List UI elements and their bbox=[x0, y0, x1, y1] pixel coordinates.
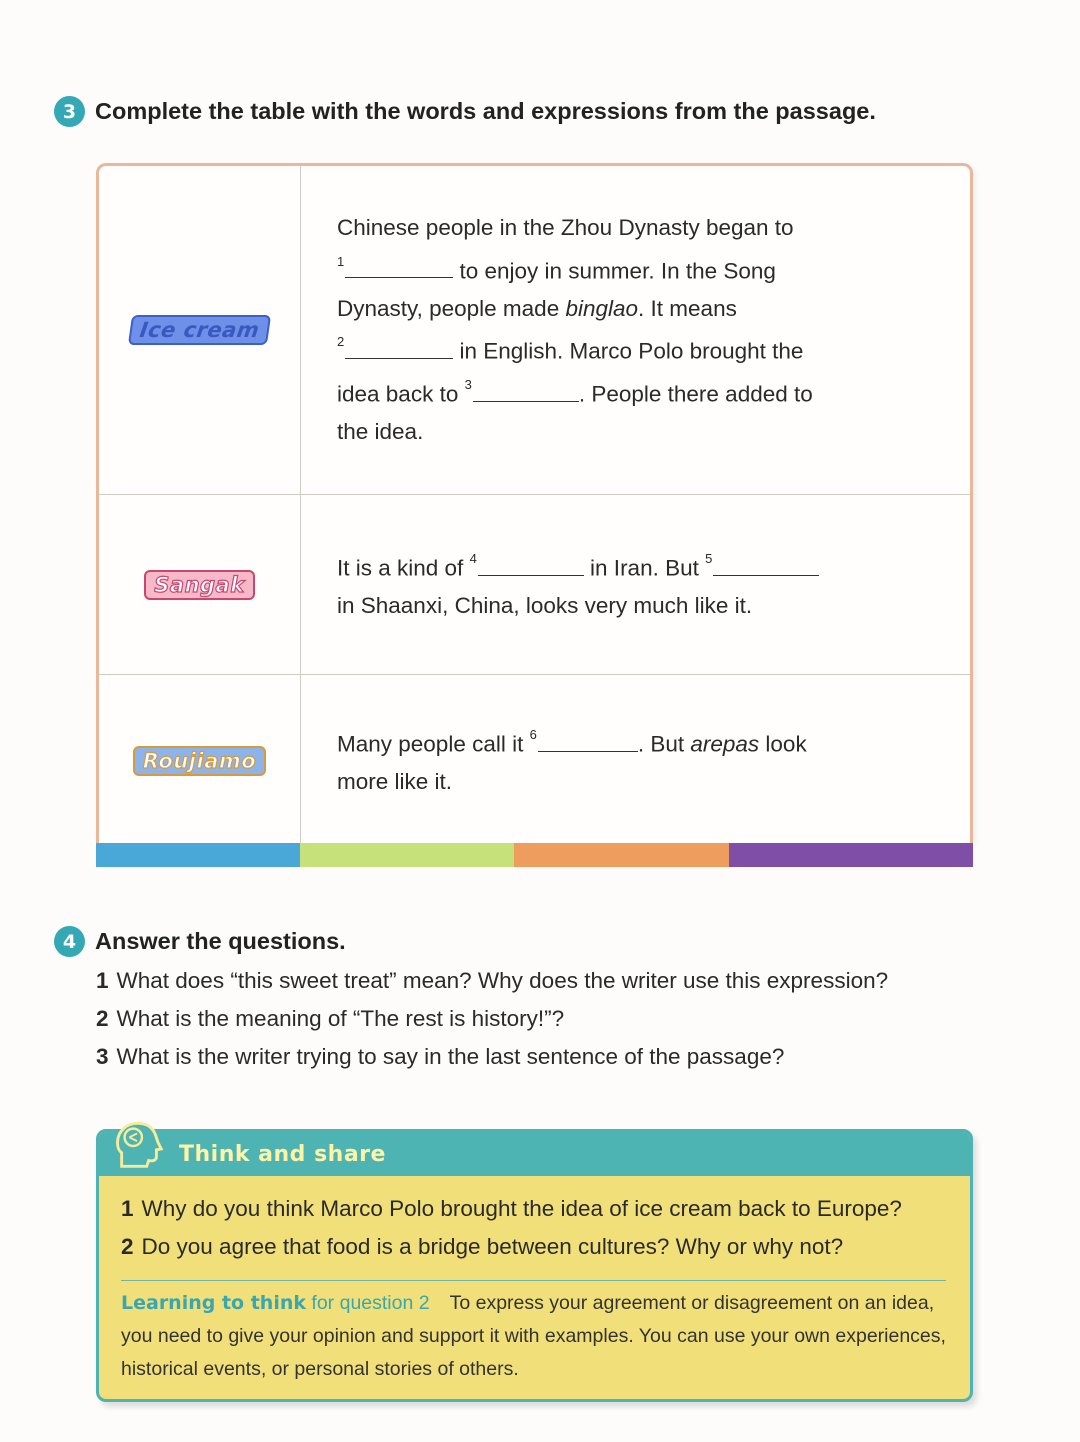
question-number: 2 bbox=[96, 1006, 109, 1031]
table-row bbox=[99, 166, 970, 495]
blank-1[interactable] bbox=[345, 254, 453, 278]
description-text bbox=[337, 720, 850, 801]
question-text: What does “this sweet treat” mean? Why does the writer use this expression? bbox=[116, 968, 889, 993]
list-item bbox=[96, 1000, 888, 1038]
list-item bbox=[121, 1228, 970, 1266]
list-item bbox=[96, 962, 888, 1000]
exercise-instruction: Answer the questions. bbox=[95, 928, 346, 954]
question-number: 1 bbox=[121, 1196, 134, 1221]
exercise-number-badge: 4 bbox=[54, 926, 85, 957]
text-segment: . It means bbox=[638, 295, 737, 321]
note-label: Learning to think bbox=[121, 1292, 306, 1314]
description-text bbox=[337, 544, 819, 625]
text-segment: . People there added to the idea. bbox=[337, 381, 813, 445]
text-segment: . But bbox=[637, 731, 691, 757]
food-label-cell bbox=[99, 675, 301, 846]
question-number: 1 bbox=[96, 968, 109, 993]
exercise-instruction: Complete the table with the words and expressions from the passage. bbox=[95, 98, 876, 124]
exercise-3-heading bbox=[54, 96, 876, 127]
think-question-list bbox=[99, 1176, 970, 1266]
food-label-cell bbox=[99, 166, 301, 494]
blank-3[interactable] bbox=[473, 378, 579, 402]
color-segment bbox=[300, 843, 514, 867]
table-row bbox=[99, 675, 970, 846]
note-text: To express your agreement or disagreement on an idea, you need to give your opinion and support it with examples. You can use your own experiences, historical events, or personal stories of others. bbox=[121, 1292, 946, 1380]
list-item bbox=[121, 1190, 970, 1228]
italic-term: binglao bbox=[565, 295, 639, 321]
food-label-ice-cream: Ice cream bbox=[128, 315, 272, 345]
text-segment: It is a kind of bbox=[337, 555, 470, 581]
section-title: Think and share bbox=[179, 1141, 386, 1167]
blank-4[interactable] bbox=[478, 552, 584, 576]
description-cell bbox=[301, 495, 970, 674]
completion-table bbox=[96, 163, 973, 843]
blank-number: 1 bbox=[337, 253, 345, 269]
table-row bbox=[99, 495, 970, 675]
text-segment: Chinese people in the Zhou Dynasty began to bbox=[337, 214, 794, 240]
thinking-head-icon bbox=[112, 1118, 168, 1174]
description-cell bbox=[301, 166, 970, 494]
question-number: 3 bbox=[96, 1044, 109, 1069]
food-label-sangak: Sangak bbox=[144, 570, 254, 600]
text-segment: in Iran. But bbox=[583, 555, 706, 581]
blank-6[interactable] bbox=[538, 728, 638, 752]
text-segment: look more like it. bbox=[337, 731, 807, 795]
exercise-number-badge: 3 bbox=[54, 96, 85, 127]
decorative-color-bar bbox=[96, 843, 973, 867]
text-segment: in Shaanxi, China, looks very much like it. bbox=[337, 593, 753, 619]
question-text: Why do you think Marco Polo brought the idea of ice cream back to Europe? bbox=[141, 1196, 902, 1221]
italic-term: arepas bbox=[690, 731, 760, 757]
exercise-4-heading bbox=[54, 926, 346, 957]
color-segment bbox=[729, 843, 973, 867]
description-cell bbox=[301, 675, 970, 846]
blank-5[interactable] bbox=[713, 552, 819, 576]
color-segment bbox=[514, 843, 729, 867]
description-text bbox=[337, 209, 850, 451]
learning-to-think-note bbox=[99, 1281, 970, 1386]
note-for: for question 2 bbox=[311, 1292, 430, 1314]
food-label-cell bbox=[99, 495, 301, 674]
question-number: 2 bbox=[121, 1234, 134, 1259]
think-and-share-header bbox=[99, 1132, 970, 1176]
food-label-roujiamo: Roujiamo bbox=[133, 746, 266, 776]
question-text: Do you agree that food is a bridge between cultures? Why or why not? bbox=[141, 1234, 844, 1259]
blank-number: 5 bbox=[705, 551, 713, 567]
question-list bbox=[96, 962, 888, 1076]
question-text: What is the writer trying to say in the last sentence of the passage? bbox=[116, 1044, 785, 1069]
blank-number: 3 bbox=[464, 377, 472, 393]
blank-number: 6 bbox=[529, 727, 537, 743]
text-segment: in English. Marco Polo brought the idea back to bbox=[337, 338, 804, 407]
list-item bbox=[96, 1038, 888, 1076]
blank-number: 2 bbox=[337, 334, 345, 350]
think-and-share-box bbox=[96, 1129, 973, 1402]
color-segment bbox=[96, 843, 300, 867]
text-segment: to enjoy in summer. In the Song Dynasty, people made bbox=[337, 258, 776, 321]
blank-2[interactable] bbox=[345, 335, 453, 359]
question-text: What is the meaning of “The rest is history!”? bbox=[116, 1006, 565, 1031]
text-segment: Many people call it bbox=[337, 731, 530, 757]
blank-number: 4 bbox=[469, 551, 477, 567]
